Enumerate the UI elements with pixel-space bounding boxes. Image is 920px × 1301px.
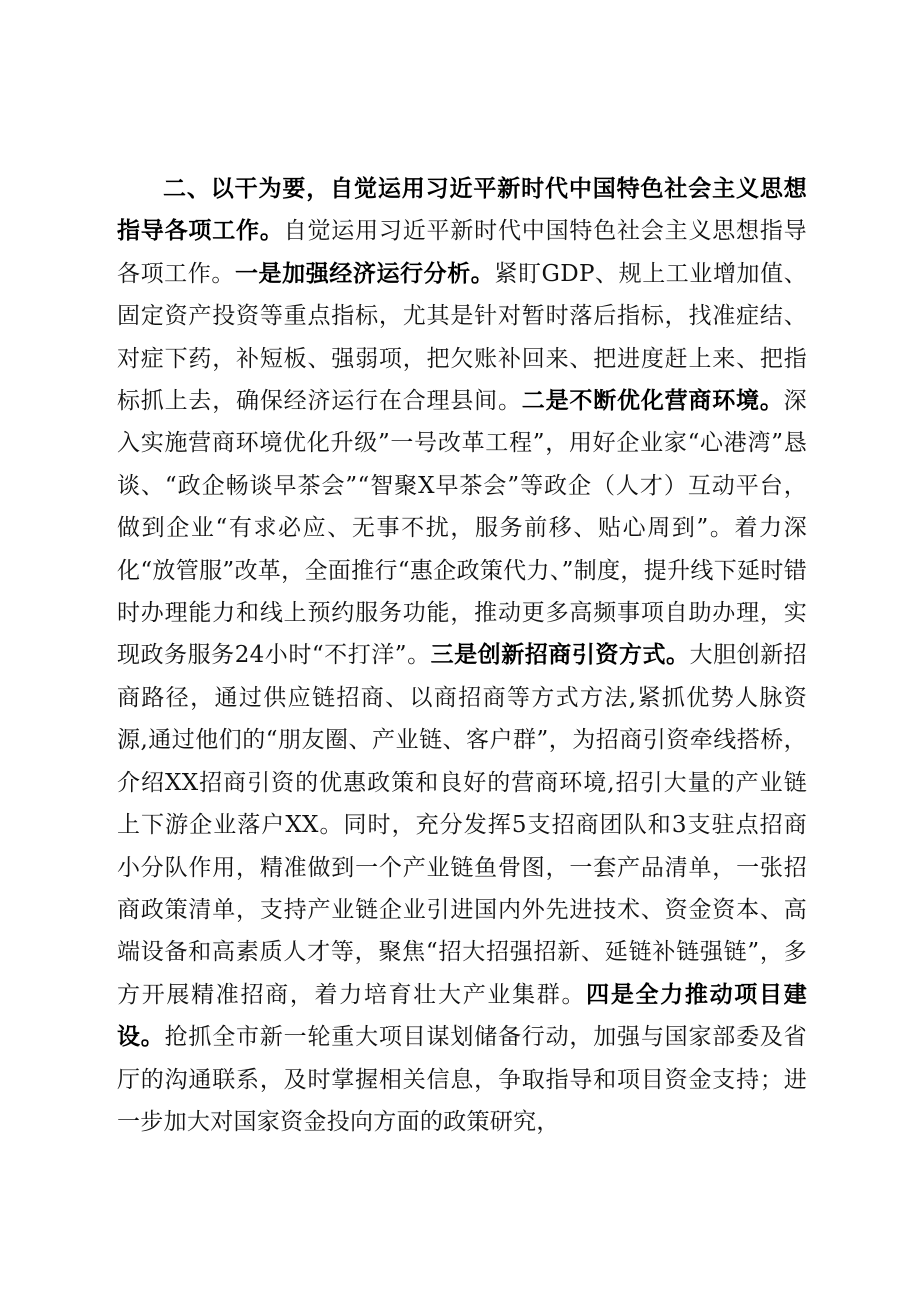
item-title-3: 三是创新招商引资方式。 [430, 642, 690, 669]
item-title-4: 四是全力推动项目建设。 [117, 981, 807, 1051]
section-intro: 自觉运用习近平新时代中国特色社会主义思想指导各项工作。 [117, 218, 807, 287]
item-title-1: 一是加强经济运行分析。 [234, 260, 495, 287]
item-title-2: 二是不断优化营商环境。 [521, 388, 784, 415]
section-heading: 二、以干为要，自觉运用习近平新时代中国特色社会主义思想指导各项工作。 [117, 176, 807, 245]
item-text-4: 抢抓全市新一轮重大项目谋划储备行动，加强与国家部委及省厅的沟通联系，及时掌握相关信息，争取指导和项目资金支持；进一步加大对国家资金投向方面的政策研究， [117, 1024, 807, 1135]
item-text-3: 大胆创新招商路径，通过供应链招商、以商招商等方式方法,紧抓优势人脉资源,通过他们的“朋友圈、产业链、客户群”，为招商引资牵线搭桥，介绍XX招商引资的优惠政策和良好的营商环境,招引大量的产业链上下游企业落户XX。同时，充分发挥5支招商团队和3支驻点招商小分队作用，精准做到一个产业链鱼骨图，一套产品清单，一张招商政策清单，支持产业链企业引进国内外先进技术、资金资本、高端设备和高素质人才等，聚焦“招大招强招新、延链补链强链”，多方开展精准招商，着力培育壮大产业集群。 [117, 642, 807, 1008]
item-text-1: 紧盯GDP、规上工业增加值、固定资产投资等重点指标，尤其是针对暂时落后指标，找准症结、对症下药，补短板、强弱项，把欠账补回来、把进度赶上来、把指标抓上去，确保经济运行在合理县间。 [117, 260, 807, 415]
item-text-2: 深入实施营商环境优化升级”一号改革工程”，用好企业家“心港湾”恳谈、“政企畅谈早茶会”“智聚X早茶会”等政企（人才）互动平台，做到企业“有求必应、无事不扰，服务前移、贴心周到”。着力深化“放管服”改革，全面推行“惠企政策代力、”制度，提升线下延时错时办理能力和线上预约服务功能，推动更多高频事项自助办理，实现政务服务24小时“不打洋”。 [117, 388, 807, 669]
body-paragraph [117, 168, 807, 1143]
